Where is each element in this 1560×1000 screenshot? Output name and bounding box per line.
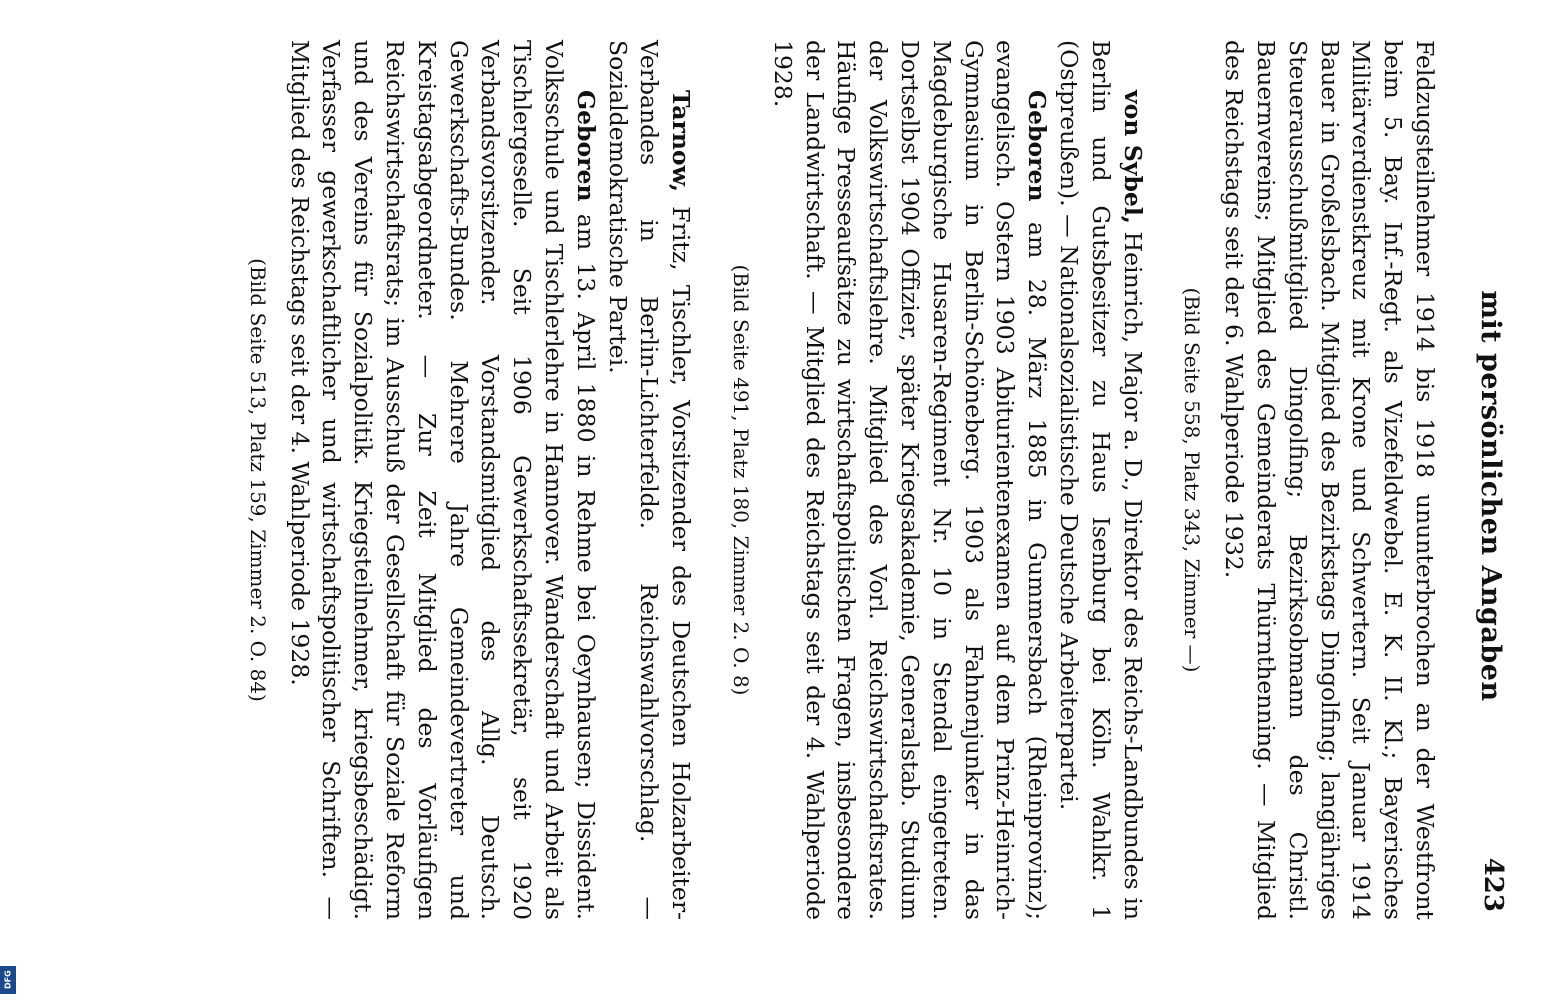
- digitization-credit: [0, 0, 20, 1000]
- entry-name: von Sybel,: [1118, 90, 1147, 224]
- page-header: [1440, 40, 1520, 952]
- entry-body: [283, 40, 601, 920]
- entry-intro-text: Fritz, Tischler, Vorsitzender des Deutschen Holzarbeiter-Verbandes in Berlin-Lichterfelde. Reichswahlvorschlag. — Sozialdemokratische Partei.: [603, 40, 696, 920]
- biography-entry-sybel: [724, 40, 1147, 920]
- running-head: mit persönlichen Angaben: [1475, 290, 1506, 702]
- entry-intro-text: Heinrich, Major a. D., Direktor des Reichs-Landbundes in Berlin und Gutsbesitzer zu Haus Isenburg bei Köln. Wahlkr. 1 (Ostpreußen). — Nationalsozialistische Deutsche Arbeiterpartei.: [1055, 40, 1147, 921]
- document-page: [140, 0, 1560, 1000]
- entry-body: [766, 40, 1052, 920]
- entry-intro: [1052, 40, 1147, 920]
- biography-entry-tarnow: [241, 40, 696, 920]
- dfg-logo: DFG: [0, 966, 16, 994]
- entry-body-text: am 28. März 1885 in Gummersbach (Rheinprovinz); evangelisch. Ostern 1903 Abiturientenexamen auf dem Prinz-Heinrich-Gymnasium in Berlin-Schöneberg. 1903 als Fahnenjunker in das Magdeburgische Husaren-Regiment Nr. 10 in Stendal eingetreten. Dortselbst 1904 Offizier, später Kriegsakademie, Generalstab. Studium der Volkswirtschaftslehre. Mitglied des Vorl. Reichswirtschaftsrates. Häufige Presseaufsätze zu wirtschaftspolitischen Fragen, insbesondere der Landwirtschaft. — Mitglied des Reichstags seit der 4. Wahlperiode 1928.: [768, 40, 1052, 920]
- entry-name: Tarnow,: [667, 90, 696, 193]
- entry-intro: [601, 40, 696, 920]
- born-label: Geboren: [1023, 90, 1052, 202]
- entry-text: Feldzugsteilnehmer 1914 bis 1918 ununterbrochen an der Westfront beim 5. Bay. Inf.-Regt. als Vizefeldwebel. E. K. II. Kl.; Bayerisches Militärverdienstkreuz mit Krone und Schwertern. Seit Januar 1914 Bauer in Großelsbach. Mitglied des Bezirkstags Dingolfing; langjähriges Steuerausschußmitglied Dingolfing; Bezirksobmann des Christl. Bauernvereins; Mitglied des Gemeinderats Thürnthenning. — Mitglied des Reichstags seit der 6. Wahlperiode 1932.: [1220, 40, 1439, 920]
- biography-entry-continued: [1176, 40, 1440, 920]
- born-label: Geboren: [571, 90, 600, 202]
- picture-reference: (Bild Seite 513, Platz 159, Zimmer 2. O. 84): [245, 258, 270, 702]
- page-body: [241, 40, 1440, 920]
- picture-reference: (Bild Seite 491, Platz 180, Zimmer 2. O. 8): [729, 264, 754, 696]
- page-number: 423: [1478, 857, 1508, 912]
- picture-reference: (Bild Seite 558, Platz 343, Zimmer —): [1180, 287, 1205, 673]
- entry-body-text: am 13. April 1880 in Rehme bei Oeynhausen; Dissident. Volksschule und Tischlerlehre in Hannover. Wanderschaft und Arbeit als Tischlergeselle. Seit 1906 Gewerkschaftssekretär, seit 1920 Verbandsvorsitzender. Vorstandsmitglied des Allg. Deutsch. Gewerkschafts-Bundes. Mehrere Jahre Gemeindevertreter und Kreistagsabgeordneter. — Zur Zeit Mitglied des Vorläufigen Reichswirtschaftsrats; im Ausschuß der Gesellschaft für Soziale Reform und des Vereins für Sozialpolitik. Kriegsteilnehmer, kriegsbeschädigt. Verfasser gewerkschaftlicher und wirtschaftspolitischer Schriften. — Mitglied des Reichstags seit der 4. Wahlperiode 1928.: [285, 40, 600, 920]
